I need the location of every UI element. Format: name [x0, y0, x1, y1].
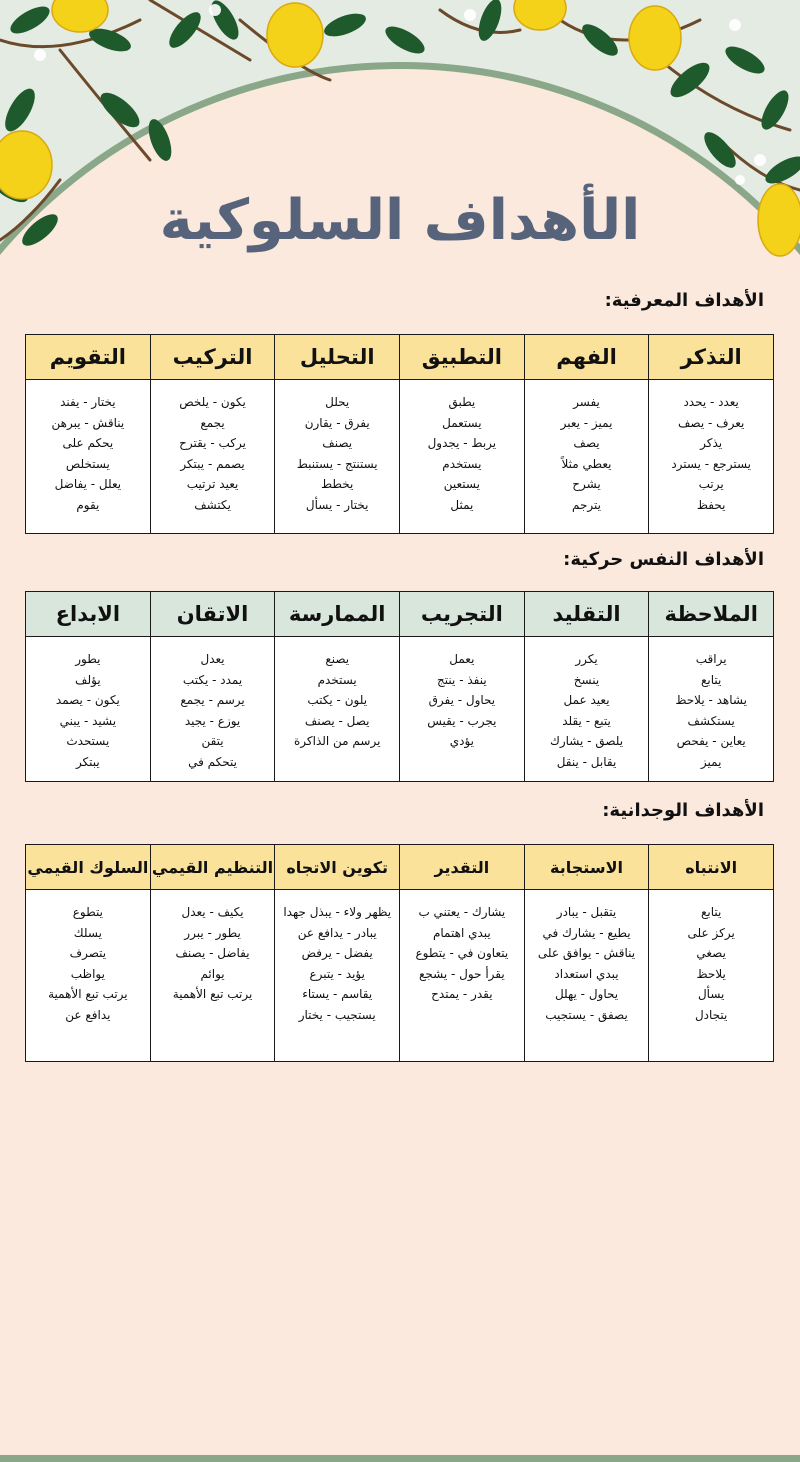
- table-header-row: [26, 845, 774, 890]
- table-cell: [26, 637, 151, 782]
- cell-item: يتابع: [701, 672, 722, 687]
- cell-item: يعيد ترتيب: [186, 477, 239, 491]
- cell-item: يلون - يكتب: [307, 693, 368, 707]
- cell-item: يؤدي: [449, 734, 474, 748]
- cell-item: يفرق - يقارن: [304, 415, 370, 430]
- cell-item: يجمع: [200, 415, 225, 430]
- column-header: التقدير: [400, 845, 525, 890]
- cell-item: يحفظ: [696, 497, 726, 512]
- page-title: الأهداف السلوكية: [159, 188, 641, 253]
- cell-item: يرسم - يجمع: [180, 693, 245, 707]
- column-header: السلوك القيمي: [26, 845, 151, 890]
- cell-item: يطور - يبرر: [184, 925, 241, 940]
- cell-item: يكون - يصمد: [55, 693, 120, 707]
- column-header: التقليد: [524, 592, 649, 637]
- cell-item: يؤيد - يتبرع: [309, 966, 365, 981]
- column-header: تكوين الاتجاه: [275, 845, 400, 890]
- cell-item: يجرب - يقيس: [427, 713, 497, 728]
- cell-item: يتقن: [201, 734, 224, 748]
- cell-item: يركب - يقترح: [179, 436, 246, 450]
- column-header: التركيب: [150, 335, 275, 380]
- cell-item: يواظب: [70, 966, 105, 981]
- table-cell: [524, 890, 649, 1062]
- cell-item: يتطوع: [72, 905, 103, 919]
- cell-item: يكتشف: [194, 497, 231, 512]
- table-row: [26, 380, 774, 534]
- cell-item: يعدد - يحدد: [683, 395, 739, 409]
- psychomotor-objectives-table: [25, 591, 774, 782]
- cell-item: يرتب تبع الأهمية: [48, 987, 128, 1001]
- cell-item: يربط - يجدول: [427, 436, 497, 450]
- cell-item: يستخدم: [442, 456, 482, 471]
- cell-item: يختار - يسأل: [305, 497, 369, 512]
- cell-item: يتجادل: [694, 1007, 728, 1022]
- cell-item: يكيف - يعدل: [181, 905, 244, 919]
- affective-objectives-table: [25, 844, 774, 1062]
- cell-item: يرتب: [698, 477, 724, 491]
- cell-item: يقابل - ينقل: [556, 754, 617, 769]
- cell-item: يتحكم في: [188, 754, 237, 769]
- cell-item: يدافع عن: [65, 1007, 111, 1022]
- cell-item: يبتكر: [75, 754, 100, 769]
- cell-item: يصل - يصنف: [304, 713, 370, 728]
- cell-item: يحكم على: [62, 436, 114, 450]
- table-cell: [275, 637, 400, 782]
- cell-item: ينسخ: [573, 672, 600, 687]
- column-header: التذكر: [649, 335, 774, 380]
- cell-item: يستعمل: [442, 415, 482, 430]
- cell-item: يحاول - يهلل: [554, 987, 619, 1001]
- cell-item: يفاضل - يصنف: [175, 946, 250, 960]
- cell-item: يستنتج - يستنبط: [296, 456, 378, 471]
- table-cell: [150, 380, 275, 534]
- cell-item: يستخلص: [65, 456, 110, 471]
- cell-item: يستخدم: [317, 672, 357, 687]
- cell-item: يذكر: [700, 436, 723, 450]
- cell-item: يختار - يفند: [60, 395, 116, 409]
- cell-item: يقدر - يمتدح: [431, 987, 493, 1001]
- cell-item: يعرف - يصف: [678, 415, 745, 430]
- cell-item: يؤلف: [75, 672, 101, 687]
- cell-item: يبادر - يدافع عن: [297, 925, 377, 940]
- section-label-psychomotor: الأهداف النفس حركية:: [563, 549, 764, 570]
- column-header: الاستجابة: [524, 845, 649, 890]
- column-header: التقويم: [26, 335, 151, 380]
- cell-item: يركز على: [687, 925, 735, 940]
- cell-item: يتبع - يقلد: [562, 713, 611, 728]
- cell-item: ينفذ - ينتج: [437, 672, 487, 687]
- table-row: [26, 890, 774, 1062]
- cell-item: يترجم: [572, 497, 602, 512]
- cell-item: يبدي اهتمام: [432, 925, 491, 940]
- cell-item: يوائم: [200, 966, 225, 981]
- cell-item: يستجيب - يختار: [298, 1007, 376, 1022]
- column-header: الانتباه: [649, 845, 774, 890]
- table-row: [26, 637, 774, 782]
- column-header: الابداع: [26, 592, 151, 637]
- cell-item: يراقب: [695, 652, 727, 666]
- cell-item: يمدد - يكتب: [182, 672, 243, 687]
- column-header: التنظيم القيمي: [150, 845, 275, 890]
- cell-item: يظهر ولاء - يبذل جهدا: [283, 905, 392, 919]
- cell-item: يكون - يلخص: [179, 395, 246, 409]
- cell-item: يعاين - يفحص: [676, 734, 746, 748]
- cell-item: يناقش - يبرهن: [51, 415, 125, 430]
- column-header: الممارسة: [275, 592, 400, 637]
- table-cell: [524, 380, 649, 534]
- table-cell: [275, 380, 400, 534]
- cell-item: يبدي استعداد: [554, 966, 619, 981]
- cell-item: يشارك - يعتني ب: [418, 905, 506, 919]
- cell-item: يستحدث: [66, 734, 110, 748]
- column-header: التجريب: [400, 592, 525, 637]
- cell-item: يحلل: [325, 395, 350, 409]
- cell-item: يتعاون في - يتطوع: [415, 946, 509, 960]
- cell-item: يسأل: [697, 987, 725, 1001]
- table-cell: [649, 890, 774, 1062]
- table-header-row: [26, 592, 774, 637]
- cell-item: يستعين: [443, 477, 480, 491]
- column-header: الاتقان: [150, 592, 275, 637]
- table-cell: [26, 380, 151, 534]
- column-header: التطبيق: [400, 335, 525, 380]
- cell-item: يشاهد - يلاحظ: [675, 693, 747, 707]
- cell-item: يشيد - يبني: [59, 713, 117, 728]
- cell-item: يصفق - يستجيب: [545, 1007, 628, 1022]
- cell-item: يعيد عمل: [563, 693, 610, 707]
- table-cell: [150, 890, 275, 1062]
- cognitive-objectives-table: [25, 334, 774, 534]
- cell-item: يصف: [573, 436, 600, 450]
- column-header: الفهم: [524, 335, 649, 380]
- cell-item: يصنف: [322, 436, 353, 450]
- table-cell: [400, 380, 525, 534]
- section-label-cognitive: الأهداف المعرفية:: [604, 290, 764, 311]
- table-cell: [649, 637, 774, 782]
- cell-item: يميز: [700, 754, 722, 769]
- cell-item: يتصرف: [69, 946, 107, 960]
- cell-item: يوزع - يجيد: [184, 713, 241, 728]
- table-cell: [649, 380, 774, 534]
- cell-item: يعطي مثلاً: [561, 456, 612, 471]
- cell-item: يتابع: [701, 905, 722, 919]
- cell-item: يطور: [75, 652, 101, 666]
- cell-item: يعدل: [200, 652, 225, 666]
- cell-item: يرسم من الذاكرة: [293, 734, 381, 748]
- cell-item: يقوم: [76, 497, 100, 512]
- cell-item: يطبق: [448, 395, 476, 409]
- cell-item: يعلل - يفاضل: [54, 477, 122, 491]
- cell-item: يفسر: [573, 395, 600, 409]
- cell-item: يسلك: [73, 925, 102, 940]
- table-cell: [275, 890, 400, 1062]
- cell-item: يقرأ حول - يشجع: [419, 966, 505, 981]
- section-label-affective: الأهداف الوجدانية:: [602, 800, 764, 821]
- table-cell: [400, 637, 525, 782]
- column-header: التحليل: [275, 335, 400, 380]
- table-header-row: [26, 335, 774, 380]
- cell-item: يلاحظ: [696, 966, 726, 981]
- cell-item: يعمل: [449, 652, 475, 666]
- cell-item: يكرر: [575, 652, 598, 666]
- column-header: الملاحظة: [649, 592, 774, 637]
- table-cell: [150, 637, 275, 782]
- cell-item: يرتب تبع الأهمية: [172, 987, 253, 1001]
- cell-item: يصغي: [696, 946, 726, 960]
- cell-item: يشرح: [572, 477, 601, 491]
- cell-item: يحاول - يفرق: [428, 693, 496, 707]
- cell-item: يفضل - يرفض: [301, 946, 373, 960]
- cell-item: يلصق - يشارك: [549, 734, 624, 748]
- cell-item: يخطط: [321, 477, 354, 491]
- cell-item: يمثل: [450, 497, 474, 512]
- table-cell: [26, 890, 151, 1062]
- cell-item: يصمم - يبتكر: [180, 456, 245, 471]
- cell-item: يصنع: [325, 652, 350, 666]
- cell-item: يسترجع - يسترد: [671, 456, 752, 471]
- cell-item: يطيع - يشارك في: [542, 925, 631, 940]
- cell-item: يقاسم - يستاء: [302, 987, 373, 1001]
- table-cell: [400, 890, 525, 1062]
- cell-item: يستكشف: [687, 713, 735, 728]
- cell-item: يناقش - يوافق على: [537, 946, 636, 960]
- table-cell: [524, 637, 649, 782]
- cell-item: يتقبل - يبادر: [556, 905, 617, 919]
- cell-item: يميز - يعبر: [560, 415, 613, 430]
